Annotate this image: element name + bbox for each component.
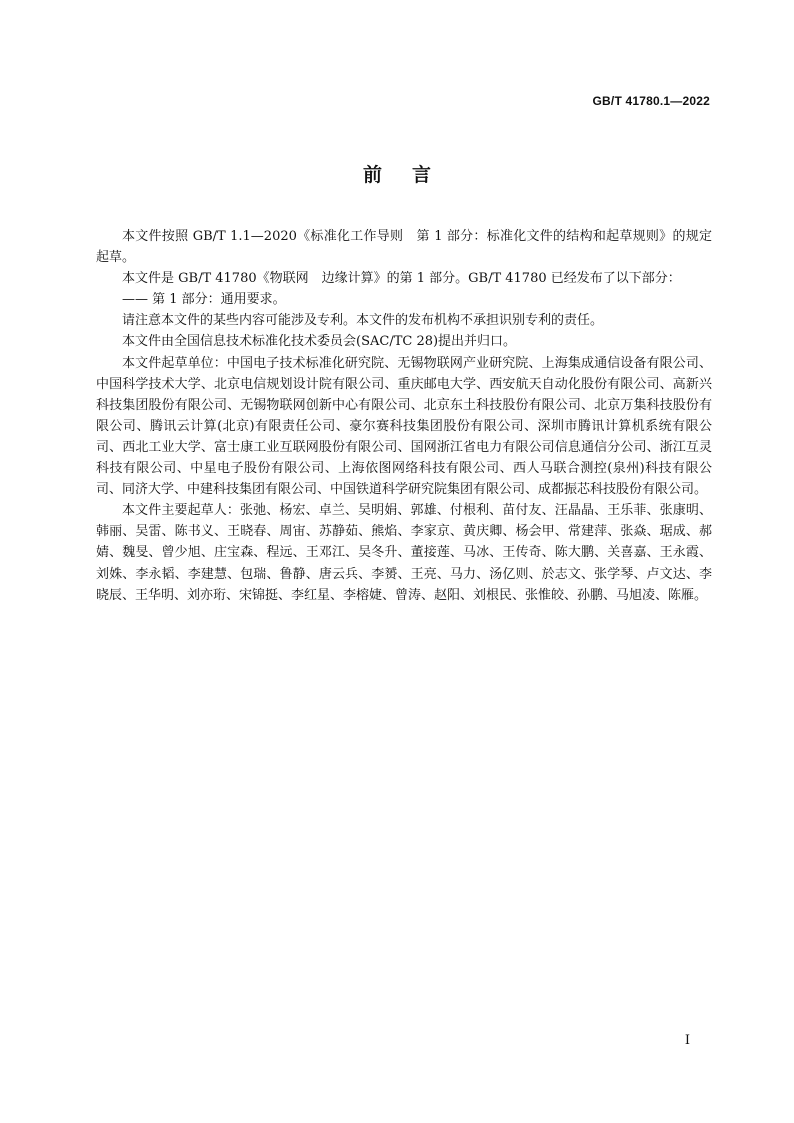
paragraph-drafting-units: 本文件起草单位：中国电子技术标准化研究院、无锡物联网产业研究院、上海集成通信设备有限公司、中国科学技术大学、北京电信规划设计院有限公司、重庆邮电大学、西安航天自动化股份有限公司、高新兴科技集团股份有限公司、无锡物联网创新中心有限公司、北京东土科技股份有限公司、北京万集科技股份有限公司、腾讯云计算(北京)有限责任公司、豪尔赛科技集团股份有限公司、深圳市腾讯计算机系统有限公司、西北工业大学、富士康工业互联网股份有限公司、国网浙江省电力有限公司信息通信分公司、浙江互灵科技有限公司、中星电子股份有限公司、上海依图网络科技有限公司、西人马联合测控(泉州)科技有限公司、同济大学、中建科技集团有限公司、中国铁道科学研究院集团有限公司、成都振芯科技股份有限公司。 [96,355,712,498]
foreword-body [96,226,712,606]
paragraph-part-info: 本文件是 GB/T 41780《物联网 边缘计算》的第 1 部分。GB/T 41780 已经发布了以下部分： [122,271,681,287]
paragraph-committee: 本文件由全国信息技术标准化技术委员会(SAC/TC 28)提出并归口。 [122,334,517,350]
page-number: I [684,1033,690,1048]
paragraph-patent-notice: 请注意本文件的某些内容可能涉及专利。本文件的发布机构不承担识别专利的责任。 [122,313,604,329]
paragraph-drafters: 本文件主要起草人：张弛、杨宏、卓兰、吴明娟、郭雄、付根利、苗付友、汪晶晶、王乐菲、张康明、韩丽、吴雷、陈书义、王晓春、周宙、苏静茹、熊焰、李家京、黄庆卿、杨会甲、常建萍、张焱、琚成、郝婧、魏旻、曾少旭、庄宝森、程远、王邓江、吴冬升、董接莲、马冰、王传奇、陈大鹏、关喜嘉、王永霞、刘姝、李永韬、李建慧、包瑞、鲁静、唐云兵、李赟、王亮、马力、汤亿则、於志文、张学琴、卢文达、李晓辰、王华明、刘亦珩、宋锦挺、李红星、李榕婕、曾涛、赵阳、刘根民、张惟皎、孙鹏、马旭凌、陈雁。 [96,503,712,603]
paragraph-drafting-rules: 本文件按照 GB/T 1.1—2020《标准化工作导则 第 1 部分：标准化文件的结构和起草规则》的规定起草。 [96,229,712,266]
list-item-part-1: —— 第 1 部分：通用要求。 [122,292,286,308]
page-title: 前言 [362,164,461,186]
standard-number: GB/T 41780.1—2022 [592,94,710,108]
